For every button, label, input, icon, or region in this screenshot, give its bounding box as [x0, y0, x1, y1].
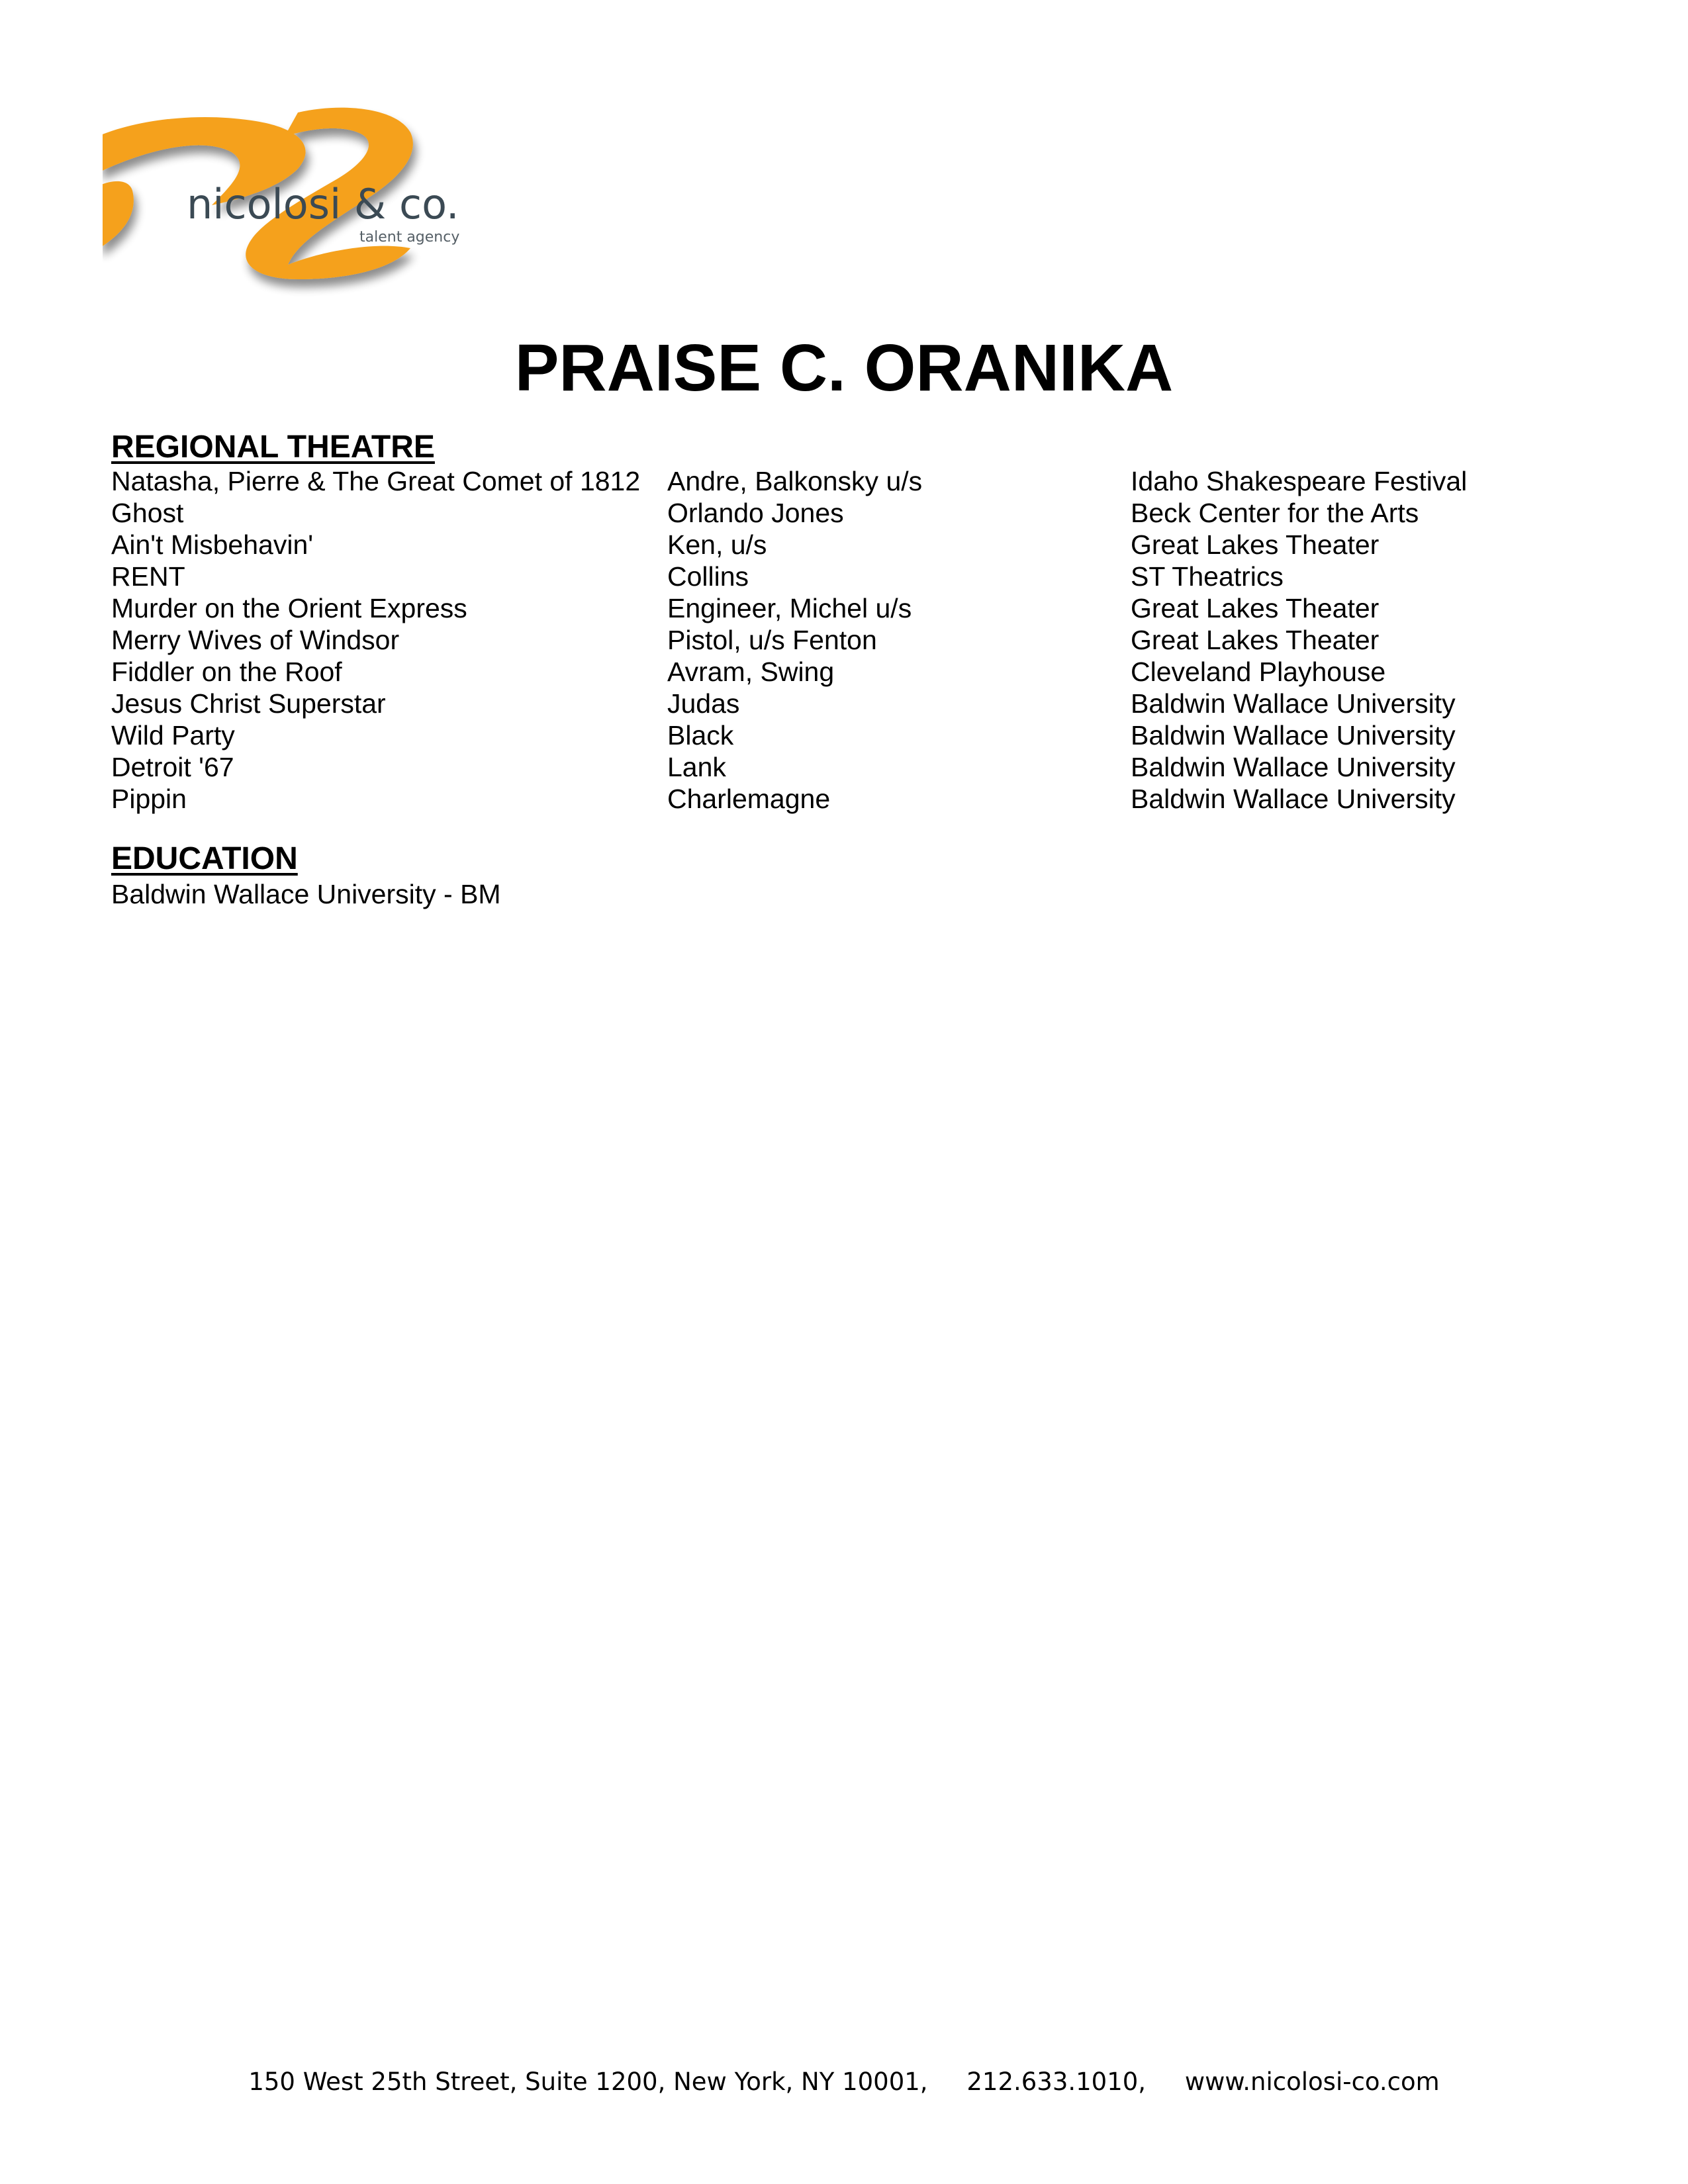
- footer-website: www.nicolosi-co.com: [1184, 2068, 1440, 2096]
- credit-venue: Cleveland Playhouse: [1131, 657, 1386, 687]
- credit-row: [111, 529, 1501, 561]
- education-entry: Baldwin Wallace University - BM: [111, 879, 501, 909]
- credit-role: Judas: [667, 688, 740, 719]
- credit-row: [111, 688, 1501, 719]
- credit-show: Merry Wives of Windsor: [111, 625, 400, 655]
- credit-show: Fiddler on the Roof: [111, 657, 342, 687]
- credit-role: Pistol, u/s Fenton: [667, 625, 877, 655]
- section-heading-regional-theatre: REGIONAL THEATRE: [111, 430, 435, 465]
- credit-show: Natasha, Pierre & The Great Comet of 1812: [111, 466, 641, 496]
- credit-row: [111, 719, 1501, 751]
- credit-role: Lank: [667, 752, 726, 782]
- credit-show: Detroit '67: [111, 752, 234, 782]
- credit-row: [111, 624, 1501, 656]
- credit-venue: Idaho Shakespeare Festival: [1131, 466, 1468, 496]
- credit-venue: Baldwin Wallace University: [1131, 688, 1456, 719]
- logo-tagline: talent agency: [359, 229, 460, 246]
- credit-venue: Great Lakes Theater: [1131, 529, 1380, 560]
- credit-row: [111, 465, 1501, 497]
- credit-show: Ghost: [111, 498, 184, 528]
- credit-role: Avram, Swing: [667, 657, 835, 687]
- credit-role: Charlemagne: [667, 784, 831, 814]
- section-heading-education: EDUCATION: [111, 841, 298, 876]
- regional-theatre-credits: [111, 465, 1501, 815]
- logo-wordmark: nicolosi & co.: [187, 180, 459, 228]
- actor-name: PRAISE C. ORANIKA: [514, 331, 1174, 405]
- credit-venue: Baldwin Wallace University: [1131, 784, 1456, 814]
- credit-row: [111, 561, 1501, 592]
- credit-row: [111, 656, 1501, 688]
- credit-venue: Baldwin Wallace University: [1131, 720, 1456, 751]
- credit-show: Pippin: [111, 784, 187, 814]
- credit-role: Orlando Jones: [667, 498, 844, 528]
- credit-role: Collins: [667, 561, 749, 592]
- credit-venue: Great Lakes Theater: [1131, 625, 1380, 655]
- credit-venue: ST Theatrics: [1131, 561, 1284, 592]
- credit-row: [111, 592, 1501, 624]
- credit-row: [111, 783, 1501, 815]
- credit-venue: Beck Center for the Arts: [1131, 498, 1419, 528]
- credit-venue: Baldwin Wallace University: [1131, 752, 1456, 782]
- credit-show: RENT: [111, 561, 185, 592]
- credit-role: Ken, u/s: [667, 529, 767, 560]
- credit-show: Ain't Misbehavin': [111, 529, 314, 560]
- credit-role: Black: [667, 720, 734, 751]
- credit-show: Wild Party: [111, 720, 235, 751]
- credit-role: Andre, Balkonsky u/s: [667, 466, 923, 496]
- agency-footer: [0, 2066, 1688, 2098]
- credit-show: Jesus Christ Superstar: [111, 688, 386, 719]
- credit-row: [111, 751, 1501, 783]
- credit-venue: Great Lakes Theater: [1131, 593, 1380, 623]
- credit-row: [111, 497, 1501, 529]
- credit-show: Murder on the Orient Express: [111, 593, 467, 623]
- footer-address: 150 West 25th Street, Suite 1200, New York, NY 10001,: [248, 2068, 928, 2096]
- credit-role: Engineer, Michel u/s: [667, 593, 912, 623]
- agency-logo: [99, 106, 496, 304]
- footer-phone: 212.633.1010,: [966, 2068, 1147, 2096]
